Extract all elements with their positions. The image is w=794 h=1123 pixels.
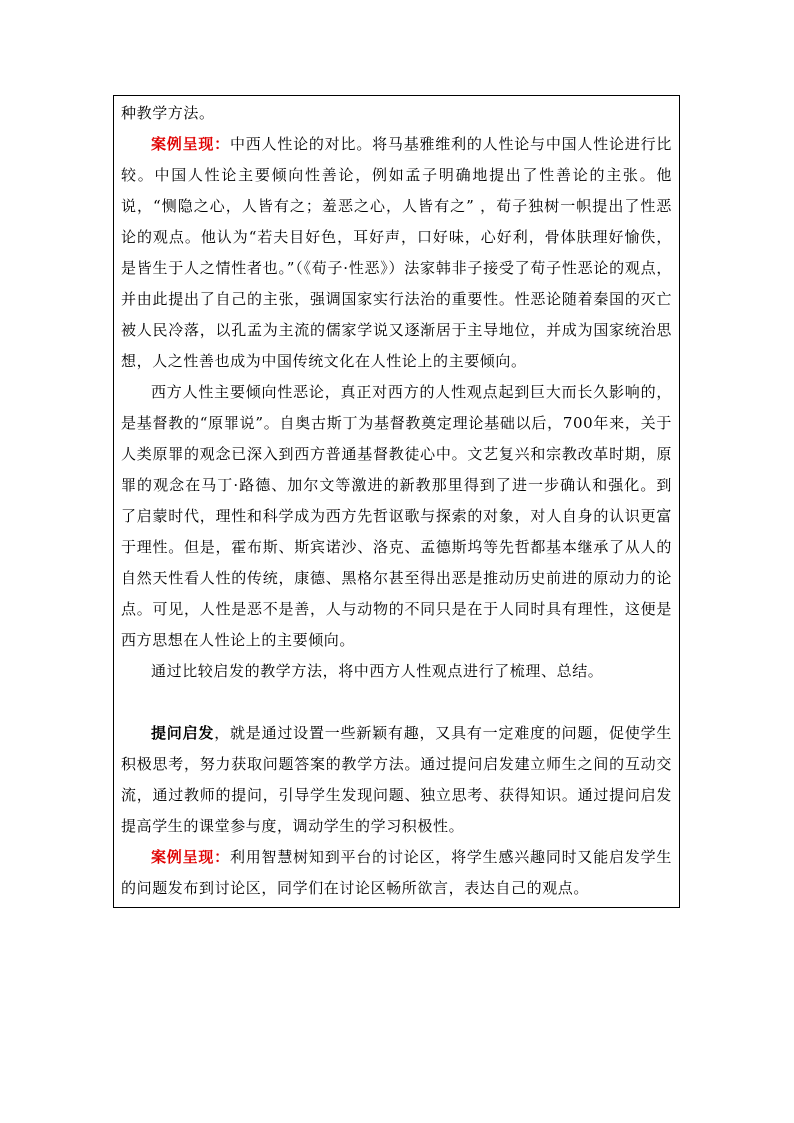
content-table-cell — [113, 95, 680, 908]
paragraph-comparison-summary — [121, 656, 672, 687]
case-label: 案例呈现： — [151, 135, 230, 153]
paragraph-text: 利用智慧树知到平台的讨论区，将学生感兴趣同时又能启发学生的问题发布到讨论区，同学们在讨论区畅所欲言，表达自己的观点。 — [121, 848, 672, 897]
paragraph-text: 通过比较启发的教学方法，将中西方人性观点进行了梳理、总结。 — [151, 662, 604, 680]
paragraph-text: 西方人性主要倾向性恶论，真正对西方的人性观点起到巨大而长久影响的，是基督教的“原罪说”。自奥古斯丁为基督教奠定理论基础以后，700年来，关于人类原罪的观念已深入到西方普通基督教徒心中。文艺复兴和宗教改革时期，原罪的观念在马丁·路德、加尔文等激进的新教那里得到了进一步确认和强化。到了启蒙时代，理性和科学成为西方先哲讴歌与探索的对象，对人自身的认识更富于理性。但是，霍布斯、斯宾诺沙、洛克、孟德斯坞等先哲都基本继承了从人的自然天性看人性的传统，康德、黑格尔甚至得出恶是推动历史前进的原动力的论点。可见，人性是恶不是善，人与动物的不同只是在于人同时具有理性，这便是西方思想在人性论上的主要倾向。 — [121, 383, 672, 649]
paragraph-case-discussion — [121, 842, 672, 904]
paragraph-text: 种教学方法。 — [121, 104, 215, 122]
paragraph-text: ，就是通过设置一些新颖有趣，又具有一定难度的问题，促使学生积极思考，努力获取问题答案的教学方法。通过提问启发建立师生之间的互动交流，通过教师的提问，引导学生发现问题、独立思考、获得知识。通过提问启发提高学生的课堂参与度，调动学生的学习积极性。 — [121, 724, 673, 835]
paragraph-text: 中西人性论的对比。将马基雅维利的人性论与中国人性论进行比较。中国人性论主要倾向性善论，例如孟子明确地提出了性善论的主张。他说，“恻隐之心，人皆有之；羞恶之心，人皆有之” ，荀子独树一帜提出了性恶论的观点。他认为“若夫目好色，耳好声，口好味，心好利，骨体肤理好愉佚，是皆生于人之情性者也。”（《荀子·性恶》）法家韩非子接受了荀子性恶论的观点，并由此提出了自己的主张，强调国家实行法治的重要性。性恶论随着秦国的灭亡被人民冷落，以孔孟为主流的儒家学说又逐渐居于主导地位，并成为国家统治思想，人之性善也成为中国传统文化在人性论上的主要倾向。 — [121, 135, 672, 370]
paragraph-spacer — [121, 687, 672, 718]
paragraph-case-chinese-western — [121, 129, 672, 377]
method-label: 提问启发 — [151, 724, 215, 742]
case-label: 案例呈现： — [151, 848, 230, 866]
paragraph-intro-tail — [121, 98, 672, 129]
document-body — [121, 98, 672, 904]
paragraph-question-method — [121, 718, 672, 842]
paragraph-western-human-nature — [121, 377, 672, 656]
